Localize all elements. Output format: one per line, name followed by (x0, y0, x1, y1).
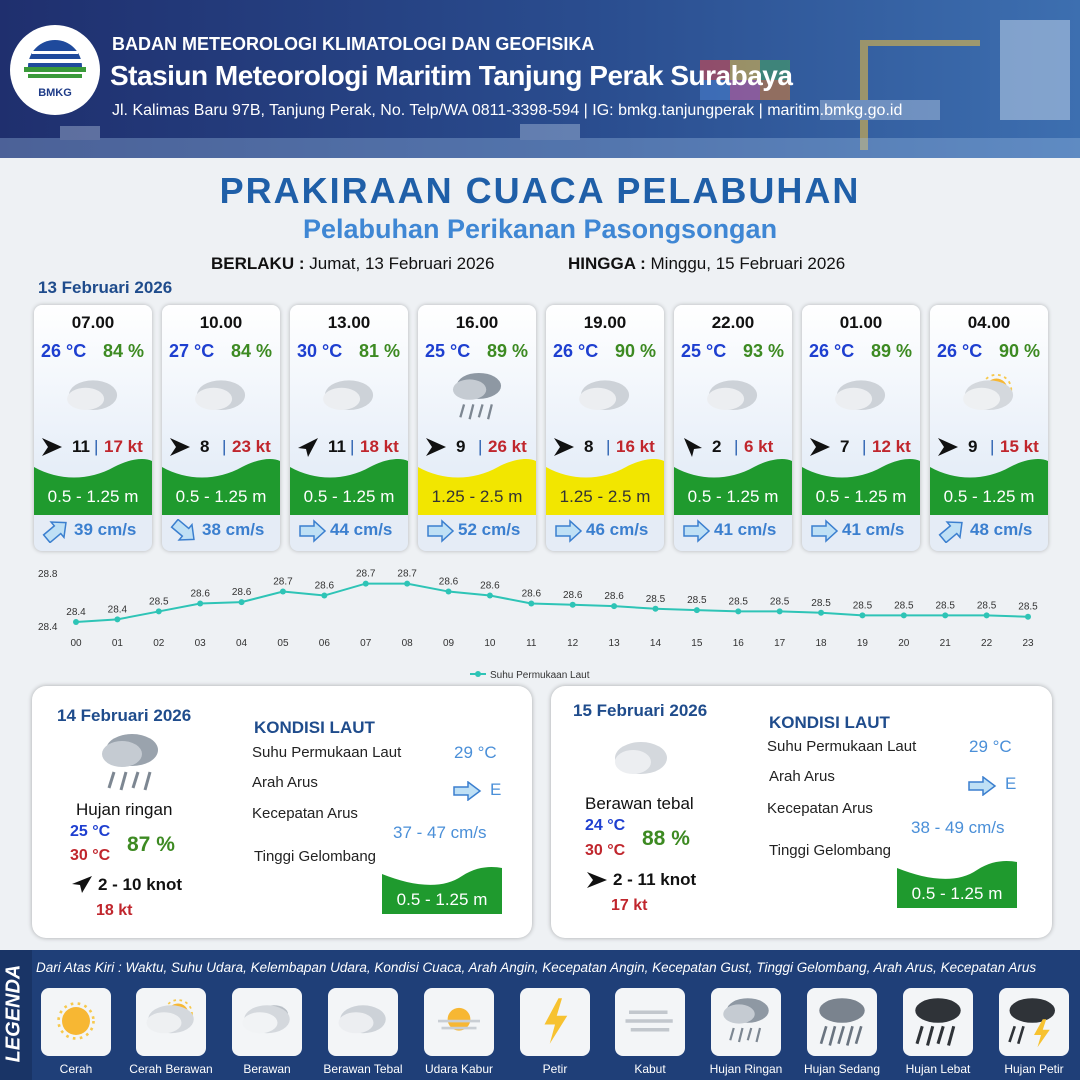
forecast-card (546, 305, 664, 551)
legend-item-label: Hujan Sedang (803, 1062, 881, 1076)
current-speed: 48 cm/s (970, 520, 1033, 539)
berawan-tebal-icon (824, 367, 898, 427)
sst-point (1025, 614, 1031, 620)
current-speed: 39 cm/s (74, 520, 137, 539)
sst-point (197, 600, 203, 606)
sst-chart (0, 560, 1080, 685)
sst-data-label: 28.5 (645, 593, 666, 605)
wind-gust: 16 kt (616, 437, 655, 456)
legend-icon-box (520, 988, 590, 1056)
sst-data-label: 28.5 (811, 597, 831, 609)
day3-tmin: 24 °C (585, 817, 626, 834)
legend-item-label: Petir (542, 1062, 568, 1076)
forecast-humidity: 84 % (230, 341, 272, 361)
forecast-humidity: 84 % (102, 341, 144, 361)
x-tick-label: 11 (526, 638, 537, 649)
day2-current-speed: 37 - 47 cm/s (393, 823, 487, 842)
cerah-berawan-icon (136, 988, 206, 1054)
sst-data-label: 28.5 (687, 595, 707, 607)
sst-point (570, 602, 576, 608)
x-tick-label: 21 (939, 638, 951, 649)
wind-divider: | (222, 437, 227, 456)
legend-icon-box (999, 988, 1069, 1056)
valid-from (211, 254, 494, 274)
current-speed: 52 cm/s (458, 520, 521, 539)
day2-tmax: 30 °C (70, 847, 111, 864)
sst-point (363, 581, 369, 587)
forecast-humidity: 89 % (870, 341, 912, 361)
legend-item-label: Udara Kabur (424, 1062, 494, 1076)
current-speed: 46 cm/s (586, 520, 649, 539)
current-speed: 44 cm/s (330, 520, 393, 539)
wave-height: 0.5 - 1.25 m (687, 487, 779, 506)
arrow-east-icon (426, 519, 454, 543)
sst-point (156, 608, 162, 614)
wind-speed: 11 (72, 437, 90, 456)
legend-item (994, 986, 1080, 1080)
day2-panel (32, 686, 532, 938)
forecast-temp: 26 °C (809, 341, 855, 361)
berawan-tebal-icon (696, 367, 770, 427)
day2-wind: 2 - 10 knot (98, 875, 183, 894)
wind-divider: | (350, 437, 355, 456)
wind-speed: 9 (456, 437, 466, 456)
arrow-southeast-icon (170, 519, 198, 543)
wave-height: 0.5 - 1.25 m (943, 487, 1035, 506)
legend-item-label: Hujan Lebat (905, 1062, 971, 1076)
x-tick-label: 22 (981, 638, 993, 649)
sst-point (73, 619, 79, 625)
sst-data-label: 28.6 (314, 580, 335, 592)
hujan-sedang-icon (807, 988, 877, 1054)
sst-data-label: 28.6 (604, 591, 624, 603)
valid-to-label: HINGGA : (568, 254, 646, 273)
legend-series-name: Suhu Permukaan Laut (490, 670, 590, 681)
legend-icon-box (41, 988, 111, 1056)
sst-data-label: 28.5 (894, 600, 914, 612)
sst-point (652, 606, 658, 612)
legend-item (419, 986, 515, 1080)
petir-icon (520, 988, 590, 1054)
wind-speed: 8 (200, 437, 210, 456)
forecast-time: 04.00 (967, 313, 1011, 332)
legend-item (227, 986, 323, 1080)
day3-wave-label: Tinggi Gelombang (769, 842, 892, 859)
y-tick-label: 28.8 (38, 569, 58, 580)
wind-gust: 18 kt (360, 437, 399, 456)
forecast-card (290, 305, 408, 551)
forecast-humidity: 89 % (486, 341, 528, 361)
berawan-icon (232, 988, 302, 1054)
berawan-tebal-icon (568, 367, 642, 427)
wind-divider: | (478, 437, 483, 456)
day2-date: 14 Februari 2026 (57, 706, 192, 725)
kabut-icon (615, 988, 685, 1054)
arrow-northeast-icon (938, 519, 966, 543)
x-tick-label: 16 (732, 638, 744, 649)
day2-current-dir: E (490, 780, 502, 799)
arrow-east-icon (810, 519, 838, 543)
forecast-humidity: 90 % (998, 341, 1040, 361)
sst-data-label: 28.7 (356, 568, 376, 580)
hujan-ringan-icon (711, 988, 781, 1054)
forecast-temp: 25 °C (425, 341, 471, 361)
wind-divider: | (94, 437, 99, 456)
forecast-time: 01.00 (839, 313, 883, 332)
legend-tab (0, 950, 32, 1080)
x-tick-label: 01 (111, 638, 123, 649)
x-tick-label: 15 (691, 638, 703, 649)
x-tick-label: 04 (236, 638, 248, 649)
wind-divider: | (990, 437, 995, 456)
sst-data-label: 28.6 (480, 580, 500, 592)
day1-date: 13 Februari 2026 (38, 278, 173, 297)
day3-current-speed: 38 - 49 cm/s (911, 818, 1005, 837)
x-tick-label: 06 (318, 638, 330, 649)
day3-date: 15 Februari 2026 (573, 701, 708, 720)
forecast-card (34, 305, 152, 551)
berawan-tebal-icon (312, 367, 386, 427)
legend-icon-box (615, 988, 685, 1056)
sst-data-label: 28.7 (273, 576, 293, 588)
forecast-card (418, 305, 536, 551)
forecast-temp: 30 °C (297, 341, 343, 361)
day2-sst-label: Suhu Permukaan Laut (252, 744, 402, 761)
hujan-ringan-icon (440, 367, 514, 427)
sst-point (901, 612, 907, 618)
arrow-east-icon (298, 519, 326, 543)
day3-wind: 2 - 11 knot (613, 870, 697, 889)
forecast-card (930, 305, 1048, 551)
arrow-east-icon (452, 781, 482, 801)
day3-wave: 0.5 - 1.25 m (911, 884, 1003, 903)
page-title: PRAKIRAAN CUACA PELABUHAN (219, 170, 861, 211)
x-tick-label: 05 (277, 638, 289, 649)
forecast-time: 16.00 (455, 313, 499, 332)
sst-point (280, 589, 286, 595)
wind-speed: 11 (328, 437, 346, 456)
legend-item (802, 986, 898, 1080)
hujan-ringan-icon (92, 728, 172, 796)
day3-gust: 17 kt (611, 897, 648, 914)
day3-tmax: 30 °C (585, 842, 626, 859)
current-speed: 41 cm/s (842, 520, 905, 539)
day2-wave: 0.5 - 1.25 m (396, 890, 488, 909)
legend-item (131, 986, 227, 1080)
sst-data-label: 28.6 (190, 588, 210, 600)
wind-gust: 17 kt (104, 437, 143, 456)
day2-wave-label: Tinggi Gelombang (254, 848, 377, 865)
legend-icon-box (903, 988, 973, 1056)
arrow-east-icon (554, 519, 582, 543)
sst-data-label: 28.5 (976, 600, 997, 612)
sst-data-label: 28.5 (852, 600, 873, 612)
valid-from-value: Jumat, 13 Februari 2026 (309, 254, 495, 273)
valid-from-label: BERLAKU : (211, 254, 305, 273)
forecast-temp: 26 °C (41, 341, 87, 361)
sst-point (528, 600, 534, 606)
sst-data-label: 28.5 (149, 596, 169, 608)
forecast-card (802, 305, 920, 551)
x-tick-label: 02 (153, 638, 165, 649)
udara-kabur-icon (424, 988, 494, 1054)
wind-divider: | (606, 437, 611, 456)
wave-height: 0.5 - 1.25 m (175, 487, 267, 506)
x-tick-label: 08 (401, 638, 413, 649)
sst-data-label: 28.5 (728, 596, 748, 608)
wind-gust: 15 kt (1000, 437, 1039, 456)
sst-point (446, 589, 452, 595)
wind-divider: | (862, 437, 867, 456)
day3-panel (551, 686, 1052, 938)
arrow-east-icon (967, 776, 997, 796)
legend-item (36, 986, 132, 1080)
day3-humidity: 88 % (642, 827, 690, 850)
day2-humidity: 87 % (127, 833, 175, 856)
legend-item-label: Kabut (634, 1062, 666, 1076)
arrow-northeast-icon (42, 519, 70, 543)
bmkg-logo (10, 25, 100, 115)
sst-data-label: 28.6 (562, 589, 583, 601)
x-tick-label: 07 (360, 638, 372, 649)
wind-speed: 7 (840, 437, 850, 456)
logo-text: BMKG (38, 87, 72, 99)
wind-gust: 23 kt (232, 437, 271, 456)
sst-point (942, 612, 948, 618)
sst-point (404, 581, 410, 587)
forecast-temp: 26 °C (937, 341, 983, 361)
sst-data-label: 28.5 (769, 596, 790, 608)
forecast-time: 19.00 (583, 313, 627, 332)
wind-speed: 2 (712, 437, 722, 456)
terminal-silhouette (0, 118, 1080, 158)
arrow-northeast-icon (70, 874, 94, 894)
wind-gust: 12 kt (872, 437, 911, 456)
wind-speed: 8 (584, 437, 594, 456)
wave-height: 0.5 - 1.25 m (815, 487, 907, 506)
valid-to (568, 254, 845, 274)
legend-marker (475, 671, 481, 677)
x-tick-label: 00 (70, 638, 82, 649)
current-speed: 38 cm/s (202, 520, 265, 539)
legend-note: Dari Atas Kiri : Waktu, Suhu Udara, Kelembapan Udara, Kondisi Cuaca, Arah Angin, Kecepatan Angin, Kecepatan Gust, Tinggi Gelombang, Arah Arus, Kecepatan Arus (36, 960, 1037, 975)
legend-icon-box (807, 988, 877, 1056)
berawan-tebal-icon (609, 734, 671, 780)
sst-point (735, 608, 741, 614)
x-tick-label: 18 (815, 638, 827, 649)
x-tick-label: 03 (194, 638, 206, 649)
day2-gust: 18 kt (96, 902, 133, 919)
wind-speed: 9 (968, 437, 978, 456)
x-tick-label: 12 (567, 638, 579, 649)
legend-item (898, 986, 994, 1080)
forecast-temp: 26 °C (553, 341, 599, 361)
page-subtitle: Pelabuhan Perikanan Pasongsongan (302, 214, 778, 244)
day2-sst: 29 °C (454, 743, 497, 762)
forecast-time: 07.00 (71, 313, 115, 332)
berawan-tebal-icon (184, 367, 258, 427)
y-tick-label: 28.4 (38, 622, 58, 633)
sst-point (321, 593, 327, 599)
x-tick-label: 17 (774, 638, 786, 649)
sst-data-label: 28.6 (231, 587, 252, 599)
day2-tmin: 25 °C (70, 823, 111, 840)
forecast-humidity: 81 % (358, 341, 400, 361)
station-name: Stasiun Meteorologi Maritim Tanjung Perak Surabaya (110, 60, 793, 91)
x-tick-label: 14 (649, 638, 662, 649)
day2-condition: Hujan ringan (76, 800, 173, 819)
wave-height: 1.25 - 2.5 m (559, 487, 651, 506)
header-banner (0, 0, 1080, 158)
forecast-temp: 25 °C (681, 341, 727, 361)
hujan-lebat-icon (903, 988, 973, 1054)
legend (0, 950, 1080, 1080)
legend-item-label: Hujan Petir (1004, 1062, 1064, 1076)
sst-point (777, 608, 783, 614)
forecast-time: 13.00 (327, 313, 371, 332)
cerah-icon (41, 988, 111, 1054)
sst-data-label: 28.6 (521, 588, 542, 600)
day3-condition: Berawan tebal (585, 794, 694, 813)
day3-sst: 29 °C (969, 737, 1012, 756)
sst-data-label: 28.4 (107, 604, 128, 616)
legend-icon-box (424, 988, 494, 1056)
forecast-card (674, 305, 792, 551)
sst-point (818, 610, 824, 616)
day3-current-dir: E (1005, 774, 1017, 793)
day3-current-speed-label: Kecepatan Arus (767, 800, 873, 817)
sst-point (859, 612, 865, 618)
current-speed: 41 cm/s (714, 520, 777, 539)
sst-point (611, 603, 617, 609)
hujan-petir-icon (999, 988, 1069, 1054)
sst-data-label: 28.4 (66, 607, 86, 619)
day3-sst-label: Suhu Permukaan Laut (767, 738, 917, 755)
cerah-berawan-icon (952, 367, 1026, 427)
station-address: Jl. Kalimas Baru 97B, Tanjung Perak, No. Telp/WA 0811-3398-594 | IG: bmkg.tanjungperak | maritim.bmkg.go.id (112, 102, 903, 119)
day2-current-speed-label: Kecepatan Arus (252, 805, 358, 822)
sst-point (487, 593, 493, 599)
wind-divider: | (734, 437, 739, 456)
sst-data-label: 28.5 (1018, 601, 1038, 613)
wave-height: 1.25 - 2.5 m (431, 487, 523, 506)
x-tick-label: 09 (442, 638, 455, 649)
legend-item (515, 986, 611, 1080)
legend-item-label: Cerah (59, 1062, 93, 1076)
forecast-time: 22.00 (711, 313, 755, 332)
forecast-time: 10.00 (199, 313, 243, 332)
wave-height: 0.5 - 1.25 m (47, 487, 139, 506)
arrow-east-icon (585, 870, 609, 890)
arrow-east-icon (682, 519, 710, 543)
x-tick-label: 13 (608, 638, 620, 649)
forecast-humidity: 93 % (742, 341, 784, 361)
legend-item-label: Berawan Tebal (323, 1062, 403, 1076)
legend-item-label: Cerah Berawan (129, 1062, 213, 1076)
legend-icon-box (136, 988, 206, 1056)
x-tick-label: 23 (1022, 638, 1034, 649)
legend-icon-box (328, 988, 398, 1056)
legend-icon-box (711, 988, 781, 1056)
legend-item-label: Berawan (243, 1062, 291, 1076)
legend-tab-label: LEGENDA (2, 964, 25, 1063)
sst-point (984, 612, 990, 618)
valid-to-value: Minggu, 15 Februari 2026 (650, 254, 846, 273)
x-tick-label: 10 (484, 638, 496, 649)
forecast-card (162, 305, 280, 551)
day3-current-dir-label: Arah Arus (769, 768, 835, 785)
legend-item-label: Hujan Ringan (709, 1062, 783, 1076)
sst-point (239, 599, 245, 605)
x-tick-label: 19 (856, 638, 868, 649)
berawan-tebal-icon (328, 988, 398, 1054)
sst-data-label: 28.6 (438, 576, 459, 588)
x-tick-label: 20 (898, 638, 910, 649)
forecast-temp: 27 °C (169, 341, 215, 361)
wind-gust: 6 kt (744, 437, 774, 456)
day2-sea-title: KONDISI LAUT (254, 718, 375, 737)
legend-item (610, 986, 706, 1080)
sst-line (76, 584, 1028, 622)
forecast-humidity: 90 % (614, 341, 656, 361)
sst-point (114, 616, 120, 622)
day2-current-dir-label: Arah Arus (252, 774, 318, 791)
sst-data-label: 28.5 (935, 600, 955, 612)
bmkg-emblem-icon (10, 25, 100, 85)
legend-item (706, 986, 802, 1080)
day3-sea-title: KONDISI LAUT (769, 713, 890, 732)
legend-icon-box (232, 988, 302, 1056)
wind-gust: 26 kt (488, 437, 527, 456)
sst-point (694, 607, 700, 613)
agency-name: BADAN METEOROLOGI KLIMATOLOGI DAN GEOFISIKA (112, 34, 595, 54)
berawan-tebal-icon (56, 367, 130, 427)
wave-height: 0.5 - 1.25 m (303, 487, 395, 506)
legend-item (323, 986, 419, 1080)
sst-data-label: 28.7 (397, 568, 417, 580)
